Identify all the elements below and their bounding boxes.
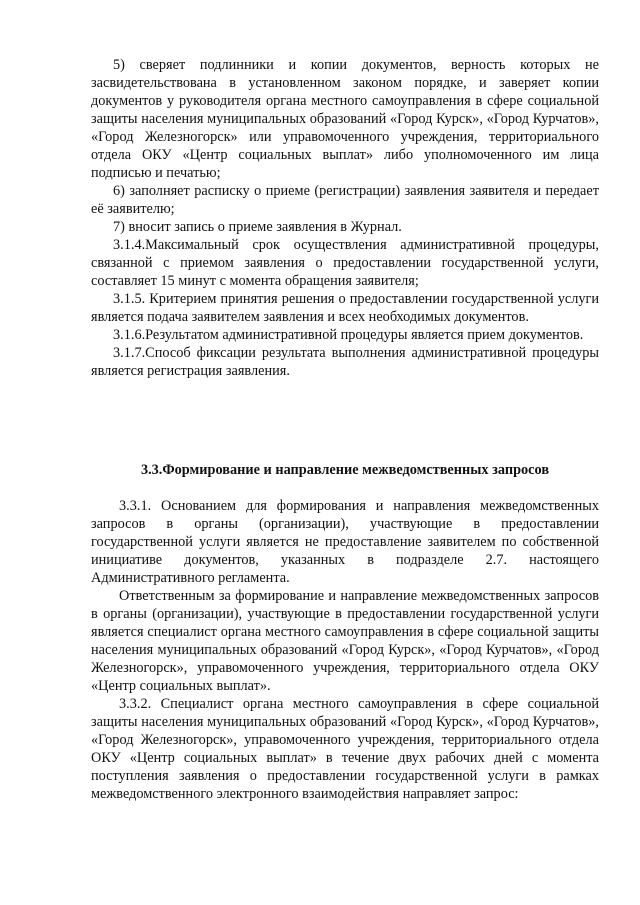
paragraph-item-7: 7) вносит запись о приеме заявления в Журнал. bbox=[113, 219, 402, 235]
section-heading-3-3: 3.3.Формирование и направление межведомственных запросов bbox=[140, 462, 550, 478]
paragraph-3-1-5: 3.1.5. Критерием принятия решения о предоставлении государственной услуги является подача заявителем заявления и всех необходимых документов. bbox=[91, 291, 599, 325]
document-section-lower bbox=[91, 497, 599, 803]
paragraph-3-3-2: 3.3.2. Специалист органа местного самоуправления в сфере социальной защиты населения муниципальных образований «Город Курск», «Город Курчатов», «Город Железногорск», управомоченного учреждения, территориального отдела ОКУ «Центр социальных выплат» в течение двух рабочих дней с момента поступления заявления о предоставлении государственной услуги в рамках межведомственного электронного взаимодействия направляет запрос: bbox=[91, 696, 599, 802]
paragraph-item-5: 5) сверяет подлинники и копии документов, верность которых не засвидетельствована в установленном законом порядке, и заверяет копии документов у руководителя органа местного самоуправления в сфере социальной защиты населения муниципальных образований «Город Курск», «Город Курчатов», «Город Железногорск» или управомоченного учреждения, территориального отдела ОКУ «Центр социальных выплат» либо уполномоченного им лица подписью и печатью; bbox=[91, 57, 599, 181]
paragraph-3-3-1: 3.3.1. Основанием для формирования и направления межведомственных запросов в органы (организации), участвующие в предоставлении государственной услуги является не предоставление заявителем по собственной инициативе документов, указанных в подразделе 2.7. настоящего Административного регламента. bbox=[91, 498, 599, 586]
paragraph-3-1-4: 3.1.4.Максимальный срок осуществления административной процедуры, связанной с приемом заявления о предоставлении государственной услуги, составляет 15 минут с момента обращения заявителя; bbox=[91, 237, 599, 289]
paragraph-responsible: Ответственным за формирование и направление межведомственных запросов в органы (организации), участвующие в предоставлении государственной услуги является специалист органа местного самоуправления в сфере социальной защиты населения муниципальных образований «Город Курск», «Город Курчатов», «Город Железногорск», управомоченного учреждения, территориального отдела ОКУ «Центр социальных выплат». bbox=[91, 588, 599, 694]
paragraph-3-1-6: 3.1.6.Результатом административной процедуры является прием документов. bbox=[113, 327, 584, 343]
paragraph-item-6: 6) заполняет расписку о приеме (регистрации) заявления заявителя и передает её заявителю; bbox=[91, 183, 599, 217]
paragraph-3-1-7: 3.1.7.Способ фиксации результата выполнения административной процедуры является регистрация заявления. bbox=[91, 345, 599, 379]
document-section-upper bbox=[91, 56, 599, 380]
